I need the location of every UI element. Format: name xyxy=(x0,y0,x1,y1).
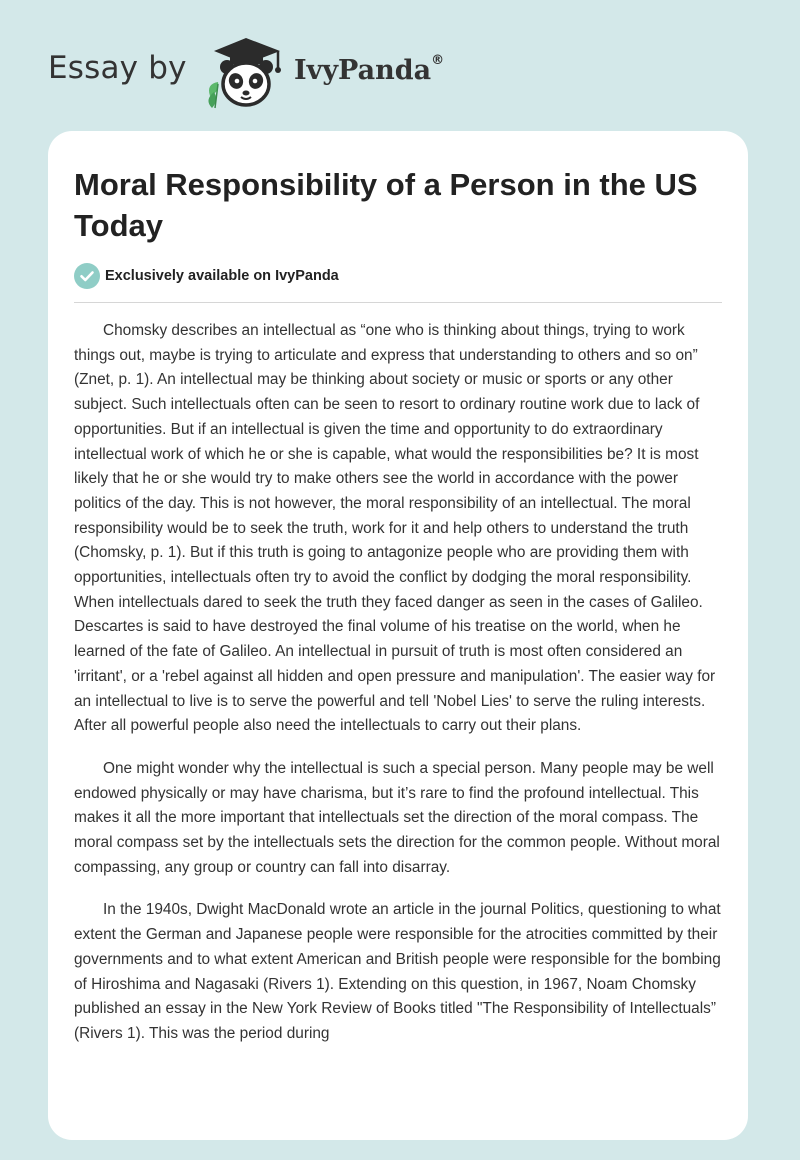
essay-paragraph: Chomsky describes an intellectual as “one who is thinking about things, trying to work things out, maybe is trying to articulate and express that understanding to others and so on” (Znet, p. 1). An intellectual may be thinking about society or music or sports or any other subject. Such intellectuals often can be seen to resort to ordinary routine work due to lack of opportunities. But if an intellectual is given the time and opportunity to do extraordinary intellectual work of which he or she is capable, what would the responsibilities be? It is most likely that he or she would try to make others see the world in accordance with the power politics of the day. This is not however, the moral responsibility of an intellectual. The moral responsibility would be to seek the truth, work for it and help others to understand the truth (Chomsky, p. 1). But if this truth is going to antagonize people who are providing them with opportunities, intellectuals often try to avoid the conflict by dodging the moral responsibility. When intellectuals dared to seek the truth they faced danger as seen in the cases of Galileo. Descartes is said to have destroyed the final volume of his treatise on the world, when he learned of the fate of Galileo. An intellectual in pursuit of truth is most often considered an 'irritant', or a 'rebel against all hidden and open pressure and manipulation'. The easier way for an intellectual to live is to serve the powerful and tell 'Nobel Lies' to serve the ruling interests. After all powerful people also need the intellectuals to carry out their plans. xyxy=(74,322,716,735)
site-header xyxy=(48,34,468,114)
divider xyxy=(74,302,722,303)
panda-graduate-icon[interactable] xyxy=(200,34,292,110)
essay-by-label: Essay by xyxy=(48,50,187,86)
exclusive-badge xyxy=(74,263,474,289)
essay-paragraph: In the 1940s, Dwight MacDonald wrote an article in the journal Politics, questioning to what extent the German and Japanese people were responsible for the atrocities committed by their governments and to what extent American and British people were responsible for the bombing of Hiroshima and Nagasaki (Rivers 1). Extending on this question, in 1967, Noam Chomsky published an essay in the New York Review of Books titled "The Responsibility of Intellectuals” (Rivers 1). This was the period during xyxy=(74,901,721,1042)
exclusive-badge-label: Exclusively available on IvyPanda xyxy=(105,268,339,284)
registered-mark: ® xyxy=(431,53,445,68)
essay-card xyxy=(48,131,748,1140)
check-circle-icon xyxy=(74,263,100,289)
page-title: Moral Responsibility of a Person in the US Today xyxy=(74,167,698,243)
brand-name[interactable]: IvyPanda® xyxy=(294,53,445,86)
essay-body xyxy=(74,319,722,1065)
essay-paragraph: One might wonder why the intellectual is such a special person. Many people may be well endowed physically or may have charisma, but it’s rare to find the profound intellectual. This makes it all the more important that intellectuals set the direction of the moral compass. The moral compass set by the intellectuals sets the direction for the common people. Without moral compassing, any group or country can fall into disarray. xyxy=(74,759,720,876)
